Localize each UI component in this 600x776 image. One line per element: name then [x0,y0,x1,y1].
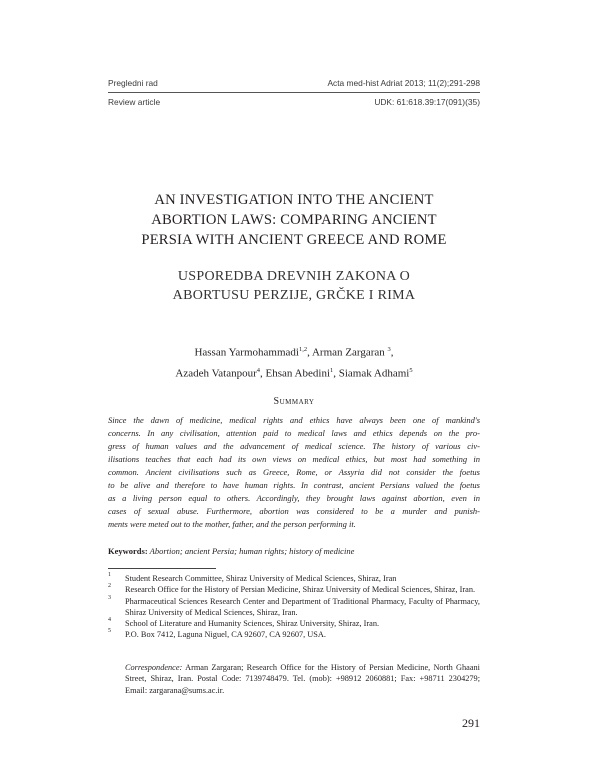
footnote-text: Student Research Committee, Shiraz University of Medical Sciences, Shiraz, Iran [125,574,397,583]
correspondence-label: Correspondence: [125,663,183,672]
abstract-line: gress of human values and the advancement of medical science. The history of various civ- [108,441,480,452]
summary-heading: Summary [273,396,315,407]
author-affiliation: 5 [409,366,413,374]
keywords-label: Keywords: [108,546,148,556]
article-title [100,190,488,250]
author-separator: , [390,346,394,359]
author-separator: , [333,367,339,380]
title-line: PERSIA WITH ANCIENT GREECE AND ROME [141,232,447,248]
page-number: 291 [462,716,480,730]
correspondence [125,662,480,696]
keywords-text: Abortion; ancient Persia; human rights; history of medicine [149,546,355,556]
abstract-line: ilisations teaches that each had its own views on medical ethics, but most had something in [108,454,480,465]
footnote-number: 5 [108,628,111,635]
keywords [108,545,480,557]
header-article-type: Pregledni rad [108,78,158,88]
author-affiliation: 4 [256,366,261,374]
footnotes [108,573,480,641]
author-line [100,341,488,362]
author-name: Arman Zargaran [311,346,385,359]
author-name: Azadeh Vatanpour [175,367,257,380]
footnote-text: Research Office for the History of Persian Medicine, Shiraz University of Medical Sciences, Shiraz, Iran. [125,585,476,595]
footnote [108,584,480,595]
footnote-rule [108,568,216,569]
abstract [108,414,480,531]
header-article-type-en: Review article [108,97,161,107]
header-udk: UDK: 61:618.39:17(091)(35) [374,97,480,107]
abstract-line: to be alive and therefore to have human rights. In contrast, ancient Persians valued the foetus [108,480,480,491]
article-subtitle [100,267,488,305]
author-separator: , [260,367,266,380]
footnote-number: 4 [108,617,111,624]
abstract-line: as a living person equal to others. Accordingly, they brought laws against abortion, even in [108,493,480,504]
subtitle-line: USPOREDBA DREVNIH ZAKONA O [177,269,411,284]
subtitle-line: ABORTUSU PERZIJE, GRČKE I RIMA [172,288,416,303]
author-line [100,362,488,383]
author-affiliation: 1,2 [298,346,308,353]
footnote [108,629,480,640]
header-journal-citation: Acta med-hist Adriat 2013; 11(2);291-298 [327,78,480,88]
abstract-line: cases of sexual abuse. Furthermore, abortion was considered to be a murder and punish- [108,506,480,517]
author-affiliation: 3 [387,346,391,353]
footnote-number: 1 [108,572,111,578]
author-list [100,341,488,382]
abstract-line: concerns. In any civilisation, attention paid to medical laws and ethics depends on the pro- [108,428,480,439]
footnote [108,573,480,584]
footnote-text: Pharmaceutical Sciences Research Center and Department of Traditional Pharmacy, Faculty of Pharmacy, Shiraz University of Medical Sciences, Shiraz, Iran. [125,596,480,617]
header-rule [108,92,480,93]
author-name: Ehsan Abedini [265,367,330,380]
footnote [108,596,480,619]
title-line: ABORTION LAWS: COMPARING ANCIENT [151,212,437,228]
author-affiliation: 1 [330,366,334,374]
title-line: AN INVESTIGATION INTO THE ANCIENT [154,192,434,208]
abstract-line: common. Ancient civilisations such as Greece, Rome, or Assyria did not consider the foetus [108,467,480,478]
footnote-text: School of Literature and Humanity Sciences, Shiraz University, Shiraz, Iran. [125,619,380,629]
footnote [108,618,480,629]
footnote-number: 2 [108,583,111,590]
correspondence-text: Arman Zargaran; Research Office for the History of Persian Medicine, North Ghaani Street, Shiraz, Iran. Postal Code: 7139748479. Tel. (mob): +98912 2060881; Fax: +98711 2304279; Email: zargarana@sums.ac.ir. [125,663,480,695]
footnote-number: 3 [108,594,111,601]
author-separator: , [307,346,312,359]
footnote-text: P.O. Box 7412, Laguna Niguel, CA 92607, CA 92607, USA. [125,630,326,640]
abstract-line: ments were meted out to the mother, father, and the person performing it. [108,519,356,530]
author-name: Siamak Adhami [338,367,410,380]
author-name: Hassan Yarmohammadi [194,346,299,359]
abstract-line: Since the dawn of medicine, medical rights and ethics have always been one of mankind's [108,415,480,425]
